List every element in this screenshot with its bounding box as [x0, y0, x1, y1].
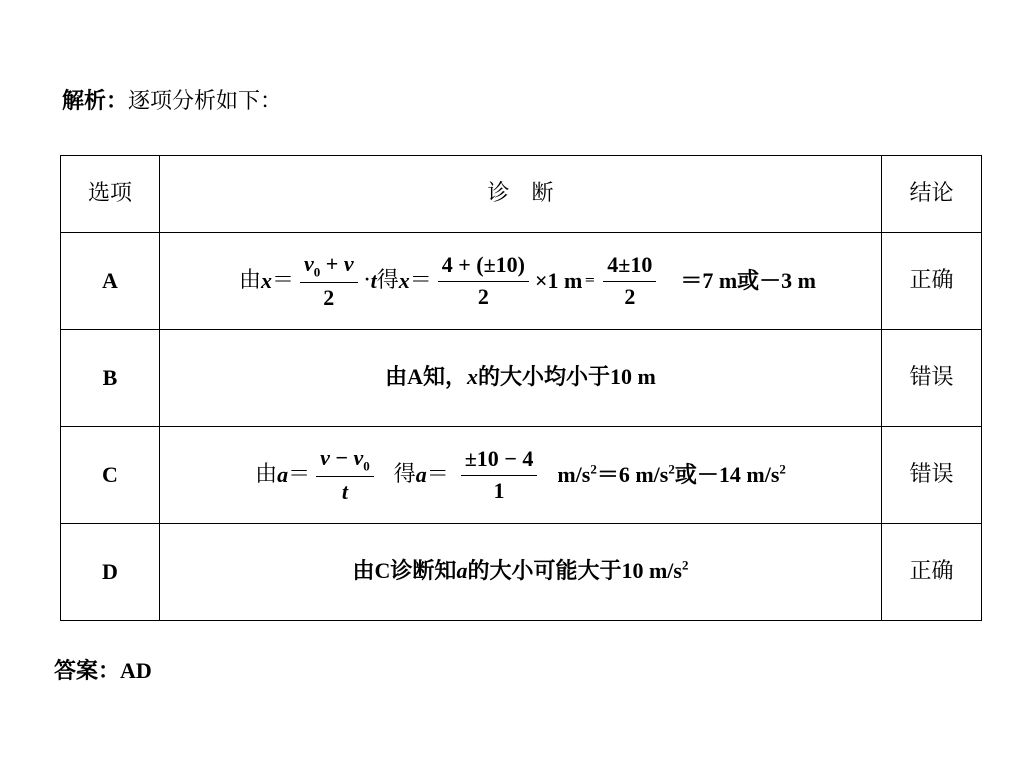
conclusion-cell: 错误 — [882, 427, 982, 524]
equals: ＝ — [271, 267, 294, 293]
option-cell: B — [61, 330, 160, 427]
text-post-b: 的大小均小于10 m — [478, 364, 656, 390]
analysis-table — [60, 155, 982, 621]
header-option: 选项 — [61, 156, 160, 233]
formula-c — [255, 445, 786, 505]
den-2c: 2 — [624, 283, 636, 309]
analysis-label: 解析 — [62, 88, 107, 114]
var-a: a — [277, 461, 289, 487]
option-cell: C — [61, 427, 160, 524]
num-4-pm10: 4 + (±10) — [438, 252, 529, 281]
small-equals: = — [584, 273, 596, 289]
analysis-colon: ： — [106, 88, 129, 114]
option-cell: A — [61, 233, 160, 330]
fraction-v0-plus-v-over-2 — [300, 251, 358, 311]
minus: − — [329, 444, 354, 470]
text-you: 由 — [238, 267, 261, 293]
den-1: 1 — [493, 477, 505, 503]
sub-0: 0 — [313, 264, 321, 280]
text-de-c: 得 — [393, 461, 416, 487]
var-x2: x — [398, 267, 410, 293]
answer-label: 答案 — [54, 658, 99, 684]
equals-c: ＝ — [288, 461, 311, 487]
equals2: ＝ — [409, 267, 432, 293]
text-de: 得 — [376, 267, 399, 293]
num-v-c: v — [320, 444, 330, 470]
result-a: ＝7 m或－3 m — [680, 267, 817, 293]
formula-a — [225, 251, 816, 311]
text-pre-d: 由C诊断知 — [352, 558, 457, 584]
dot: · — [363, 267, 371, 293]
option-cell: D — [61, 524, 160, 621]
header-conclusion: 结论 — [882, 156, 982, 233]
var-x-b: x — [467, 364, 479, 390]
diagnosis-cell — [160, 233, 882, 330]
text-you-c: 由 — [255, 461, 278, 487]
conclusion-cell: 错误 — [882, 330, 982, 427]
num-4pm10: 4±10 — [603, 252, 656, 281]
answer-colon: ： — [98, 658, 121, 684]
var-a-d: a — [456, 558, 468, 584]
diagnosis-cell — [160, 524, 882, 621]
den-t: t — [341, 478, 348, 504]
equals-c2: ＝ — [426, 461, 449, 487]
sup-2d: 2 — [681, 557, 689, 573]
analysis-intro — [62, 86, 282, 117]
sup-2c: 2 — [779, 461, 786, 477]
analysis-text: 逐项分析如下： — [128, 89, 283, 114]
diagnosis-cell — [160, 330, 882, 427]
result-6: ＝6 m/s — [596, 461, 669, 487]
sup-2a: 2 — [590, 461, 597, 477]
text-pre-b: 由A知， — [385, 364, 468, 390]
table-row-c — [61, 427, 982, 524]
num-pm10-4: ±10 − 4 — [461, 446, 538, 475]
num-v0: v — [304, 250, 314, 276]
fraction-v-minus-v0-over-t — [316, 445, 374, 505]
text-post-d: 的大小可能大于10 m/s — [467, 558, 682, 584]
fraction-4pm10-over-2 — [603, 252, 656, 310]
answer-line — [54, 656, 152, 687]
table-row-b — [61, 330, 982, 427]
plus: + — [320, 250, 344, 276]
sub-0-c: 0 — [363, 458, 370, 474]
table-header-row — [61, 156, 982, 233]
num-v: v — [343, 250, 354, 276]
num-v0-c: v — [353, 444, 364, 470]
answer-value: AD — [120, 658, 152, 683]
table-row-d — [61, 524, 982, 621]
conclusion-cell: 正确 — [882, 524, 982, 621]
fraction-pm10-minus-4-over-1 — [461, 446, 538, 504]
result-14: 或－14 m/s — [674, 461, 780, 487]
result-c — [557, 462, 786, 488]
conclusion-cell: 正确 — [882, 233, 982, 330]
den-2b: 2 — [477, 283, 489, 309]
den-2: 2 — [323, 284, 335, 310]
var-a2: a — [415, 461, 427, 487]
var-t: t — [370, 267, 377, 293]
sup-2b: 2 — [668, 461, 675, 477]
header-diagnosis: 诊 断 — [160, 156, 882, 233]
fraction-4-pm10-over-2 — [438, 252, 529, 310]
var-x: x — [260, 267, 272, 293]
table-row-a — [61, 233, 982, 330]
unit-ms: m/s — [557, 461, 591, 487]
times-1m: ×1 m — [535, 267, 583, 293]
diagnosis-cell — [160, 427, 882, 524]
